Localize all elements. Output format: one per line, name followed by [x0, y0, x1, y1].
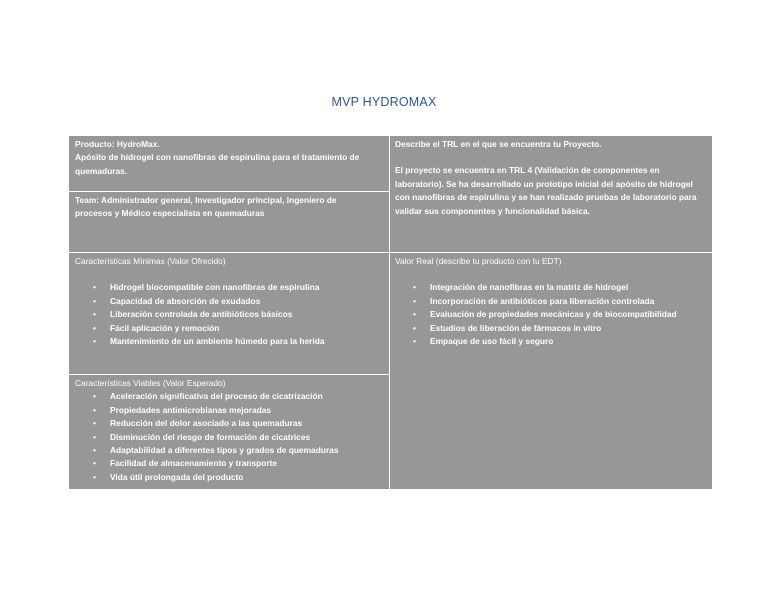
minimas-cell — [69, 253, 389, 374]
list-item: • Mantenimiento de un ambiente húmedo para la herida — [110, 335, 389, 348]
list-item: • Aceleración significativa del proceso de cicatrización — [110, 390, 389, 403]
trl-cell — [389, 136, 712, 252]
mvp-table — [69, 136, 712, 489]
list-item: • Vida útil prolongada del producto — [110, 471, 389, 484]
list-item: • Fácil aplicación y remoción — [110, 322, 389, 335]
team-cell — [69, 192, 389, 252]
page-title: MVP HYDROMAX — [331, 95, 437, 109]
list-item: • Facilidad de almacenamiento y transporte — [110, 457, 389, 470]
list-item: • Incorporación de antibióticos para liberación controlada — [430, 295, 712, 308]
product-description: Apósito de hidrogel con nanofibras de espirulina para el tratamiento de quemaduras. — [75, 152, 360, 176]
list-item: • Reducción del dolor asociado a las quemaduras — [110, 417, 389, 430]
list-item: • Evaluación de propiedades mecánicas y de biocompatibilidad — [430, 308, 712, 321]
list-item: • Disminución del riesgo de formación de cicatrices — [110, 431, 389, 444]
list-item: • Capacidad de absorción de exudados — [110, 295, 389, 308]
product-name: Producto: HydroMax. — [75, 139, 160, 149]
viables-header: Características Viables (Valor Esperado) — [75, 378, 226, 388]
team-text: Team: Administrador general, Investigador principal, Ingeniero de procesos y Médico especialista en quemaduras — [75, 195, 337, 219]
list-item: • Liberación controlada de antibióticos básicos — [110, 308, 389, 321]
minimas-list — [75, 281, 389, 348]
viables-list — [75, 390, 389, 484]
list-item: • Estudios de liberación de fármacos in vitro — [430, 322, 712, 335]
list-item: • Integración de nanofibras en la matriz de hidrogel — [430, 281, 712, 294]
product-cell — [69, 136, 389, 191]
list-item: • Propiedades antimicrobianas mejoradas — [110, 404, 389, 417]
real-cell — [389, 253, 712, 489]
trl-answer: El proyecto se encuentra en TRL 4 (Validación de componentes en laboratorio). Se ha desarrollado un prototipo inicial del apósito de hidrogel con nanofibras de espirulina y se han realizado pruebas de laboratorio para validar sus componentes y funcionalidad básica. — [395, 165, 697, 216]
real-header: Valor Real (describe tu producto con tu EDT) — [395, 256, 562, 266]
real-list — [395, 281, 712, 348]
minimas-header: Características Mínimas (Valor Ofrecido) — [75, 256, 226, 266]
list-item: • Adaptabilidad a diferentes tipos y grados de quemaduras — [110, 444, 389, 457]
list-item: • Empaque de uso fácil y seguro — [430, 335, 712, 348]
viables-cell — [69, 375, 389, 489]
trl-question: Describe el TRL en el que se encuentra tu Proyecto. — [395, 139, 602, 149]
list-item: • Hidrogel biocompatible con nanofibras de espirulina — [110, 281, 389, 294]
